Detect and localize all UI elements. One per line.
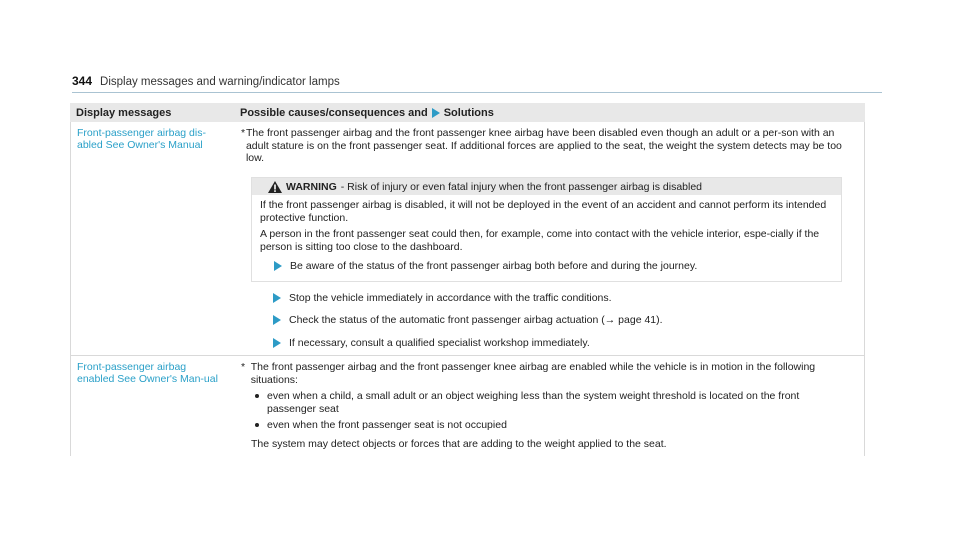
cause-text: The front passenger airbag and the front passenger knee airbag have been disabled even though an adult or a per-son with an adult stature is on the front passenger seat. If additional forces are applied to the seat, the weight the system detects may be too low. [245, 127, 842, 164]
page-header-title: Display messages and warning/indicator lamps [100, 76, 340, 88]
bullet-text: even when a child, a small adult or an object weighing less than the system weight threshold is located on the front passenger seat [267, 390, 800, 415]
bullet-text: even when the front passenger seat is not occupied [267, 419, 507, 431]
page-number: 344 [72, 74, 93, 88]
solution-step [273, 337, 846, 350]
bullet-icon [255, 423, 259, 427]
col-header-causes-label: Possible causes/consequences and [240, 106, 428, 119]
table-header [70, 103, 865, 122]
display-message: Front-passenger airbag dis-abled See Owner's Manual [77, 127, 206, 151]
display-messages-table [70, 103, 865, 456]
warning-paragraph: If the front passenger airbag is disabled, it will not be deployed in the event of an accident and cannot perform its intended protective function. [260, 199, 827, 224]
col-header-causes [228, 107, 865, 119]
col-header-solutions-label: Solutions [443, 106, 494, 119]
warning-label: WARNING [286, 180, 337, 193]
table-row [70, 356, 865, 456]
bullet-icon [255, 394, 259, 398]
warning-box [251, 177, 842, 282]
list-item [255, 390, 846, 415]
solution-steps [241, 292, 846, 350]
cause-text: The front passenger airbag and the front passenger knee airbag are enabled while the vehicle is in motion in the following situations: [250, 361, 816, 386]
warning-paragraph: A person in the front passenger seat could then, for example, come into contact with the vehicle interior, espe-cially if the person is sitting too close to the dashboard. [260, 228, 820, 253]
list-item [255, 419, 846, 432]
asterisk-icon: * [241, 361, 246, 373]
solution-arrow-icon [432, 108, 440, 118]
solution-step-text[interactable]: Check the status of the automatic front passenger airbag actuation (→ page 41). [289, 314, 663, 326]
warning-header [252, 178, 841, 196]
step-arrow-icon [274, 261, 282, 271]
warning-step-text: Be aware of the status of the front passenger airbag both before and during the journey. [290, 260, 698, 272]
solution-step-text: Stop the vehicle immediately in accordance with the traffic conditions. [289, 291, 612, 304]
step-arrow-icon [273, 293, 281, 303]
header-divider [72, 92, 882, 93]
warning-title: - Risk of injury or even fatal injury when the front passenger airbag is disabled [340, 180, 703, 193]
table-row [70, 122, 865, 356]
display-message: Front-passenger airbag enabled See Owner's Man-ual [77, 361, 218, 385]
solution-step [273, 314, 846, 327]
causes-cell [229, 356, 864, 456]
asterisk-icon: * [241, 127, 246, 139]
page-header [72, 74, 340, 88]
step-arrow-icon [273, 315, 281, 325]
warning-body [252, 195, 841, 281]
note-text: The system may detect objects or forces that are adding to the weight applied to the seat. [251, 437, 667, 450]
causes-cell [229, 122, 864, 355]
step-arrow-icon [273, 338, 281, 348]
warning-triangle-icon [268, 181, 282, 193]
solution-step-text: If necessary, consult a qualified specialist workshop immediately. [289, 336, 590, 349]
col-header-display-messages: Display messages [76, 106, 172, 119]
warning-step [274, 260, 833, 273]
solution-step [273, 292, 846, 305]
